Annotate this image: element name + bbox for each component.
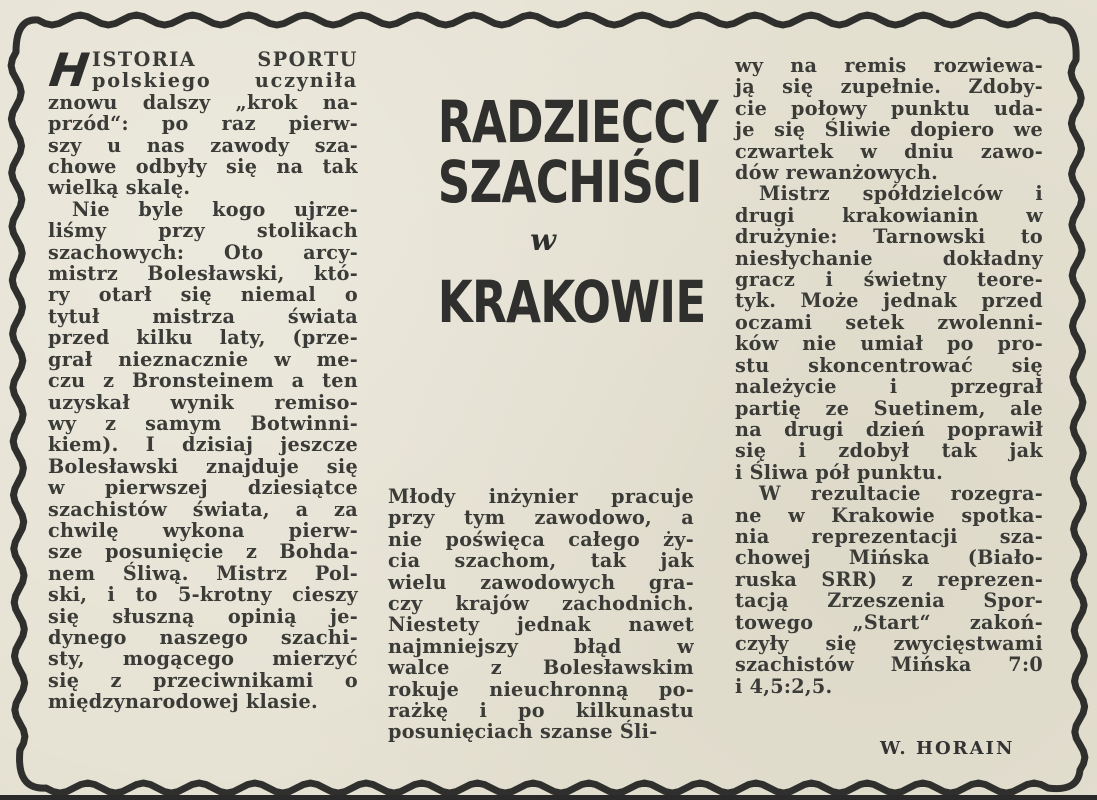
text-line: tacją Zrzeszenia Spor- <box>735 589 1043 613</box>
text-line: ry otarł się niemal o <box>48 283 358 307</box>
text-line: tytuł mistrza świata <box>48 304 358 328</box>
text-line: międzynarodowej klasie. <box>48 690 319 714</box>
article-headline <box>408 88 718 336</box>
text-line: i Śliwa pół punktu. <box>735 460 944 484</box>
text-line: niesłychanie dokładny <box>735 246 1043 270</box>
text-line: Niestety jednak nawet <box>388 613 694 637</box>
text-line: tyk. Może jednak przed <box>735 289 1043 313</box>
text-line: szachistów świata, a za <box>48 497 358 521</box>
text-line: kiem). I dzisiaj jeszcze <box>48 433 358 457</box>
text-line: nia reprezentacji sza- <box>735 524 1043 548</box>
text-line: czyły się zwycięstwami <box>735 631 1043 655</box>
text-line: dynego naszego szachi- <box>48 625 358 649</box>
text-line: cie połowy punktu uda- <box>735 96 1043 120</box>
text-line: liśmy przy stolikach <box>48 219 358 243</box>
text-line: Bolesławski znajduje się <box>48 454 358 478</box>
author-signature: W. HORAIN <box>880 738 1015 759</box>
text-line: cia szachom, tak jak <box>388 549 694 573</box>
text-line: przed kilku laty, (prze- <box>48 326 358 350</box>
text-line: Młody inżynier pracuje <box>388 485 694 508</box>
text-line: stu skoncentrować się <box>735 353 1043 377</box>
headline-line-2: SZACHIŚCI <box>437 148 702 216</box>
text-line: rokuje nieuchronną po- <box>388 677 694 701</box>
text-line: ków nie umiał po pro- <box>735 332 1043 356</box>
text-line: i 4,5:2,5. <box>735 674 833 698</box>
text-line: polskiego uczyniła <box>92 69 358 93</box>
text-line: W rezultacie rozegra- <box>759 482 1043 506</box>
text-line: szachowych: Oto arcy- <box>48 240 358 264</box>
headline-line-3: KRAKOWIE <box>437 268 706 336</box>
article-column-2 <box>388 486 694 743</box>
text-line: chowe odbyły się na tak <box>48 155 358 179</box>
text-line: sze posunięcie z Bohda- <box>48 540 358 564</box>
text-line: szy u nas zawody sza- <box>48 133 358 157</box>
text-line: oczami setek zwolenni- <box>735 310 1043 334</box>
text-line: ski, i to 5-krotny cieszy <box>48 583 358 607</box>
text-line: się z przeciwnikami o <box>48 668 358 692</box>
text-line: znowu dalszy „krok na- <box>48 90 358 114</box>
text-line: na drugi dzień poprawił <box>735 417 1043 441</box>
text-line: się i zdobył tak jak <box>735 439 1043 463</box>
drop-cap: H <box>46 43 93 97</box>
text-line: chwilę wykona pierw- <box>48 518 358 542</box>
text-line: posunięciach szanse Śli- <box>388 720 658 744</box>
text-line: drugi krakowianin w <box>735 203 1043 227</box>
text-line: należycie i przegrał <box>735 375 1043 399</box>
text-line: wy z samym Botwinni- <box>48 411 358 435</box>
text-line: chowej Mińska (Biało- <box>735 546 1043 570</box>
text-line: dów rewanżowych. <box>735 161 939 185</box>
text-line: wielu zawodowych gra- <box>388 570 694 594</box>
text-line: nem Śliwą. Mistrz Pol- <box>48 561 358 585</box>
text-line: w pierwszej dziesiątce <box>48 476 358 500</box>
text-line: gracz i świetny teore- <box>735 268 1043 292</box>
article-column-1 <box>46 43 358 714</box>
text-line: grał nieznacznie w me- <box>48 347 358 371</box>
text-line: szachistów Mińska 7:0 <box>735 653 1043 677</box>
text-line: rażkę i po kilkunastu <box>388 699 694 723</box>
text-line: Nie byle kogo ujrze- <box>72 197 358 221</box>
text-line: je się Śliwie dopiero we <box>735 118 1043 142</box>
text-line: najmniejszy błąd w <box>388 634 694 658</box>
text-line: towego „Start“ zakoń- <box>735 610 1043 634</box>
text-line: nie poświęca całego ży- <box>388 527 694 551</box>
text-line: ne w Krakowie spotka- <box>735 503 1043 527</box>
text-line: wy na remis rozwiewa- <box>735 54 1043 77</box>
text-line: czu z Bronsteinem a ten <box>48 369 358 393</box>
text-line: przy tym zawodowo, a <box>388 506 694 530</box>
text-line: drużynie: Tarnowski to <box>735 225 1043 249</box>
headline-connector: w <box>530 223 556 258</box>
text-line: sty, mogącego mierzyć <box>48 647 358 671</box>
text-line: uzyskał wynik remiso- <box>48 390 358 414</box>
text-line: ruska SRR) z reprezen- <box>735 567 1043 591</box>
text-line: Mistrz spółdzielców i <box>759 182 1043 206</box>
text-line: czwartek w dniu zawo- <box>735 139 1043 163</box>
scan-edge-bar <box>0 795 1097 800</box>
text-line: mistrz Bolesławski, któ- <box>48 262 358 286</box>
text-line: ją się zupełnie. Zdoby- <box>735 75 1043 99</box>
text-line: wielką skalę. <box>48 176 191 200</box>
text-line: ISTORIA SPORTU <box>92 48 358 71</box>
text-line: partię ze Suetinem, ale <box>735 396 1043 420</box>
text-line: czy krajów zachodnich. <box>388 592 694 616</box>
text-line: się słuszną opinią je- <box>48 604 358 628</box>
headline-line-1: RADZIECCY <box>437 88 718 156</box>
text-line: przód“: po raz pierw- <box>48 112 358 136</box>
article-column-3 <box>735 55 1043 697</box>
text-line: walce z Bolesławskim <box>388 656 694 680</box>
